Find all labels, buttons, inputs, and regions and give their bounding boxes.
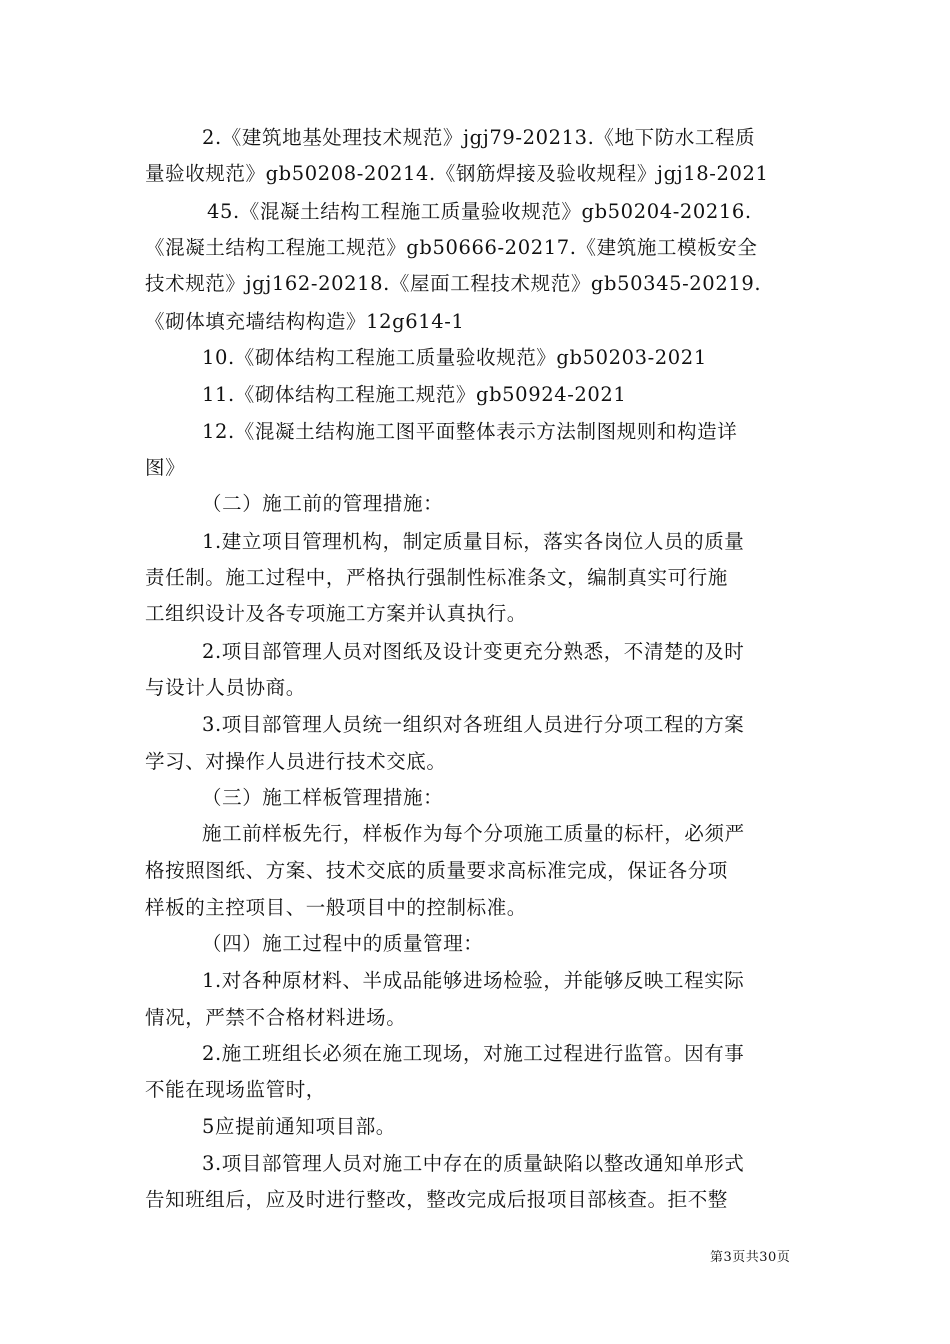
text-line: 学习、对操作人员进行技术交底。 <box>145 750 447 773</box>
text-line: 《砌体填充墙结构构造》12g614-1 <box>145 310 465 333</box>
text-line: 5应提前通知项目部。 <box>202 1115 396 1138</box>
text-line: 工组织设计及各专项施工方案并认真执行。 <box>145 602 527 625</box>
text-line: 3.项目部管理人员对施工中存在的质量缺陷以整改通知单形式 <box>202 1152 745 1175</box>
text-line: 12.《混凝土结构施工图平面整体表示方法制图规则和构造详 <box>202 420 738 443</box>
text-line: 《混凝土结构工程施工规范》gb50666-20217.《建筑施工模板安全 <box>145 236 758 259</box>
text-line: 1.建立项目管理机构，制定质量目标，落实各岗位人员的质量 <box>202 530 745 553</box>
text-line: 图》 <box>145 456 186 479</box>
text-line: 技术规范》jgj162-20218.《屋面工程技术规范》gb50345-20219. <box>145 272 762 295</box>
text-line: 量验收规范》gb50208-20214.《钢筋焊接及验收规程》jgj18-2021 <box>145 162 769 185</box>
section-heading: （二）施工前的管理措施： <box>202 492 444 515</box>
text-line: 不能在现场监管时， <box>145 1078 326 1101</box>
text-line: 格按照图纸、方案、技术交底的质量要求高标准完成，保证各分项 <box>145 859 728 882</box>
text-line: 3.项目部管理人员统一组织对各班组人员进行分项工程的方案 <box>202 713 745 736</box>
text-line: 情况，严禁不合格材料进场。 <box>145 1006 407 1029</box>
text-line: 2.施工班组长必须在施工现场，对施工过程进行监管。因有事 <box>202 1042 745 1065</box>
text-line: 2.《建筑地基处理技术规范》jgj79-20213.《地下防水工程质 <box>202 126 756 149</box>
page-number-footer: 第3页共30页 <box>710 1250 791 1265</box>
text-line: 11.《砌体结构工程施工规范》gb50924-2021 <box>202 383 627 406</box>
section-heading: （三）施工样板管理措施： <box>202 786 444 809</box>
text-line: 1.对各种原材料、半成品能够进场检验，并能够反映工程实际 <box>202 969 745 992</box>
text-line: 责任制。施工过程中，严格执行强制性标准条文，编制真实可行施 <box>145 566 728 589</box>
text-line: 45.《混凝土结构工程施工质量验收规范》gb50204-20216. <box>207 200 752 223</box>
text-line: 10.《砌体结构工程施工质量验收规范》gb50203-2021 <box>202 346 707 369</box>
text-line: 告知班组后，应及时进行整改，整改完成后报项目部核查。拒不整 <box>145 1188 728 1211</box>
text-line: 施工前样板先行，样板作为每个分项施工质量的标杆，必须严 <box>202 822 745 845</box>
text-line: 2.项目部管理人员对图纸及设计变更充分熟悉，不清楚的及时 <box>202 640 745 663</box>
text-line: 与设计人员协商。 <box>145 676 306 699</box>
text-line: 样板的主控项目、一般项目中的控制标准。 <box>145 896 527 919</box>
section-heading: （四）施工过程中的质量管理： <box>202 932 484 955</box>
